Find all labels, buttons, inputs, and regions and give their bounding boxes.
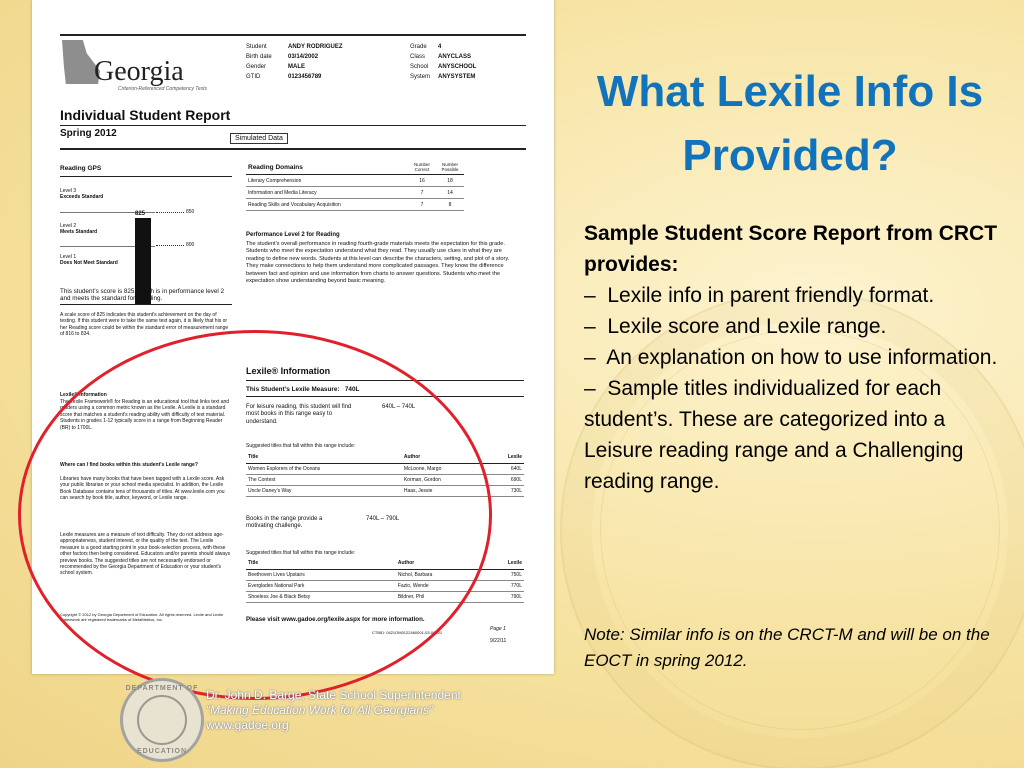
scale-explanation: A scale score of 825 indicates this student's achievement on the day of testing. If this student were to take the same test again, it is likely that his or her Reading score could be within the standard error of measurement range of 816 to 834. [60, 312, 229, 338]
simulated-badge: Simulated Data [230, 133, 288, 144]
lexile-left-h2: Where can I find books within this student's Lexile range? [60, 462, 198, 468]
footer-name: Dr. John D. Barge, State School Superintendent [206, 688, 461, 702]
suggested-label: Suggested titles that fall within this range include: [246, 550, 356, 556]
score-summary: This student’s score is 825, which is in performance level 2 and meets the standard for Reading. [60, 288, 225, 303]
lexile-left-p1: The Lexile Framework® for Reading is an educational tool that links text and readers using a common metric known as the Lexile. A Lexile is a standard score that matches a student's reading ability with difficulty of text material. Students in grades 1-12 typically score in a range from Beginning Reader (BR) to 1700L. [60, 399, 230, 431]
suggested-label: Suggested titles that fall within this range include: [246, 443, 356, 449]
list-item: – Lexile score and Lexile range. [584, 315, 887, 338]
table-row: Everglades National Park Fazio, Wende 770L [246, 580, 524, 591]
divider [60, 148, 526, 150]
lexile-left-p2: Libraries have many books that have been tagged with a Lexile score. Ask your public librarian or your school media specialist. In addition, the Lexile Book Database contains tens of thousands of titles. At www.lexile.com you can search by book title, author, keyword, or Lexile range. [60, 476, 225, 502]
table-row: Uncle Daney’s Way Haas, Jessie 730L [246, 485, 524, 496]
page-number: Page 1 [490, 626, 506, 632]
department-seal-icon: DEPARTMENT OF EDUCATION [120, 678, 204, 762]
slide-body [584, 218, 1004, 497]
copyright: Copyright © 2012 by Georgia Department of Education. All rights reserved. Lexile and Lexile Framework are registered trademarks of MetaMetrics, Inc. [60, 612, 224, 622]
report-code: CTBID: 0421OM0122460001-03-00001 [372, 630, 443, 635]
level3-label: Level 3 Exceeds Standard [60, 188, 104, 201]
performance-text: The student’s overall performance in reading fourth-grade materials meets the expectation for this grade. Students who meet the expectation understand what they read. They usually use clues in what they are reading to define new words. Students at this level can describe the characters, setting, and plot of a story. They make connections to help them understand more complicated passages. They know the difference between fact and opinion and use information from charts to answer questions. Students who meet the expectation show understanding beyond basic meaning. [246, 241, 510, 285]
table-row: Reading Skills and Vocabulary Acquisition 7 8 [246, 199, 464, 211]
leisure-text: For leisure reading, this student will find most books in this range easy to understand. [246, 404, 352, 425]
list-item: – Sample titles individualized for each student’s. These are categorized into a Leisure reading range and a Challenging reading range. [584, 377, 964, 493]
report-term: Spring 2012 [60, 128, 117, 139]
footer-motto: “Making Education Work for All Georgians” [206, 703, 433, 717]
leisure-range: 640L – 740L [382, 404, 416, 410]
divider [60, 34, 526, 36]
level1-label: Level 1 Does Not Meet Standard [60, 254, 118, 267]
slide-note: Note: Similar info is on the CRCT-M and will be on the EOCT in spring 2012. [584, 625, 990, 670]
tagline: Criterion-Referenced Competency Tests [118, 86, 208, 92]
table-row: Women Explorers of the Oceans McLoone, Margo 640L [246, 463, 524, 474]
slide-title: What Lexile Info Is Provided? [596, 67, 984, 180]
body-intro: Sample Student Score Report from CRCT provides: [584, 222, 998, 276]
print-date: 9/22/11 [490, 638, 507, 644]
divider [60, 176, 232, 177]
cut-line-high [156, 212, 184, 213]
challenge-text: Books in the range provide a motivating challenge. [246, 516, 323, 530]
list-item: – An explanation on how to use information. [584, 346, 998, 369]
divider [60, 304, 232, 305]
lexile-heading: Lexile® Information [246, 366, 331, 376]
leisure-books-table: Title Author Lexile Women Explorers of the Oceans McLoone, Margo 640L The Contest Korman, Gordon 690L Uncle Daney’s Way Haas, Jessie 730L [246, 452, 524, 497]
table-row: Shoeless Joe & Black Betsy Bildner, Phil 790L [246, 591, 524, 602]
performance-heading: Performance Level 2 for Reading [246, 232, 340, 238]
gps-heading: Reading GPS [60, 165, 102, 172]
challenge-range: 740L – 790L [366, 516, 400, 522]
footer-credits [206, 688, 461, 733]
footer-url: www.gadoe.org [206, 718, 289, 732]
lexile-left-heading: Lexile® Information [60, 392, 107, 398]
table-row: Beethoven Lives Upstairs Nichol, Barbara 750L [246, 569, 524, 580]
level2-label: Level 2 Meets Standard [60, 223, 98, 236]
table-row: The Contest Korman, Gordon 690L [246, 474, 524, 485]
report-title: Individual Student Report [60, 107, 231, 123]
list-item: – Lexile info in parent friendly format. [584, 284, 935, 307]
lexile-measure-label: This Student’s Lexile Measure: 740L [246, 386, 360, 393]
divider [60, 125, 526, 126]
cut-low-label: 800 [186, 242, 195, 248]
score-label: 825 [135, 211, 146, 217]
cut-line-low [156, 245, 184, 246]
school-info: Grade 4 Class ANYCLASS School ANYSCHOOL System ANYSYSTEM [410, 44, 477, 80]
state-logo-text: Georgia [94, 56, 184, 87]
student-info: Student ANDY RODRIGUEZ Birth date 03/14/2002 Gender MALE GTID 0123456789 [246, 44, 343, 80]
table-row: Information and Media Literacy 7 14 [246, 187, 464, 199]
highlight-oval [18, 330, 492, 700]
lexile-left-p3: Lexile measures are a measure of text difficulty. They do not address age-appropriateness, student interest, or the quality of the text. The Lexile measure is a good starting point in your book-selection process, with these other factors then being considered. Educators and/or parents should always preview books. The suggested titles are not necessarily endorsed or recommended by the Georgia Department of Education or your student's school system. [60, 532, 231, 577]
visit-text: Please visit www.gadoe.org/lexile.aspx for more information. [246, 616, 425, 623]
table-row: Literary Comprehension 16 18 [246, 175, 464, 187]
challenge-books-table: Title Author Lexile Beethoven Lives Upstairs Nichol, Barbara 750L Everglades National Park Fazio, Wende 770L Shoeless Joe & Black Betsy Bildner, Phil 790L [246, 558, 524, 603]
cut-high-label: 850 [186, 209, 195, 215]
reading-domains-table: Reading Domains Number Correct Number Possible Literary Comprehension 16 18 Information and Media Literacy 7 14 Reading Skills and Vocabulary Acquisition 7 8 [246, 160, 464, 211]
